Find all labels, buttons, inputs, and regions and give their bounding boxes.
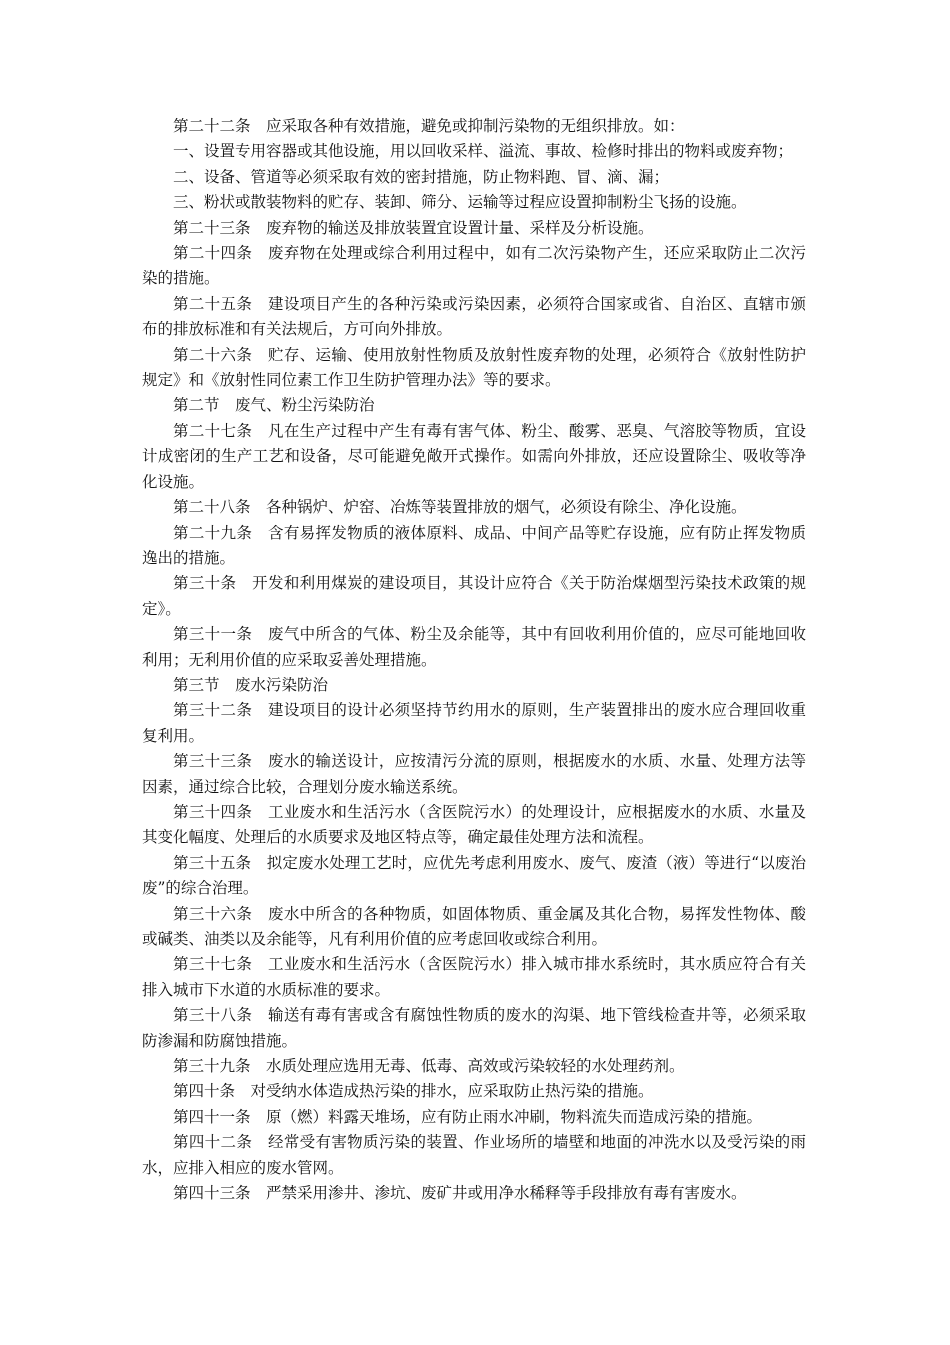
- paragraph-article-37: 第三十七条 工业废水和生活污水（含医院污水）排入城市排水系统时，其水质应符合有关排入城市下水道的水质标准的要求。: [142, 955, 806, 999]
- paragraph-article-43: 第四十三条 严禁采用渗井、渗坑、废矿井或用净水稀释等手段排放有毒有害废水。: [173, 1184, 747, 1203]
- paragraph-article-28: 第二十八条 各种锅炉、炉窑、冶炼等装置排放的烟气，必须设有除尘、净化设施。: [173, 498, 747, 517]
- paragraph-article-26: 第二十六条 贮存、运输、使用放射性物质及放射性废弃物的处理，必须符合《放射性防护规定》和《放射性同位素工作卫生防护管理办法》等的要求。: [142, 345, 806, 390]
- paragraph-article-33: 第三十三条 废水的输送设计，应按清污分流的原则，根据废水的水质、水量、处理方法等因素，通过综合比较，合理划分废水输送系统。: [142, 752, 806, 796]
- paragraph-article-41: 第四十一条 原（燃）料露天堆场，应有防止雨水冲刷，物料流失而造成污染的措施。: [173, 1107, 763, 1126]
- paragraph-article-39: 第三十九条 水质处理应选用无毒、低毒、高效或污染较轻的水处理药剂。: [173, 1057, 685, 1076]
- paragraph-article-25: 第二十五条 建设项目产生的各种污染或污染因素，必须符合国家或省、自治区、直辖市颁布的排放标准和有关法规后，方可向外排放。: [142, 294, 806, 339]
- paragraph-item-3: 三、粉状或散装物料的贮存、装卸、筛分、运输等过程应设置抑制粉尘飞扬的设施。: [173, 193, 747, 212]
- paragraph-article-40: 第四十条 对受纳水体造成热污染的排水，应采取防止热污染的措施。: [173, 1082, 654, 1101]
- section-heading-2: 第二节 废气、粉尘污染防治: [173, 396, 375, 415]
- paragraph-article-31: 第三十一条 废气中所含的气体、粉尘及余能等，其中有回收利用价值的，应尽可能地回收利用；无利用价值的应采取妥善处理措施。: [142, 625, 806, 669]
- paragraph-article-30: 第三十条 开发和利用煤炭的建设项目，其设计应符合《关于防治煤烟型污染技术政策的规定》。: [142, 574, 806, 618]
- paragraph-article-24: 第二十四条 废弃物在处理或综合利用过程中，如有二次污染物产生，还应采取防止二次污染的措施。: [142, 244, 806, 288]
- paragraph-article-42: 第四十二条 经常受有害物质污染的装置、作业场所的墙壁和地面的冲洗水以及受污染的雨水，应排入相应的废水管网。: [142, 1133, 806, 1177]
- paragraph-article-22: 第二十二条 应采取各种有效措施，避免或抑制污染物的无组织排放。如：: [173, 117, 685, 135]
- paragraph-article-32: 第三十二条 建设项目的设计必须坚持节约用水的原则，生产装置排出的废水应合理回收重复利用。: [142, 701, 806, 745]
- paragraph-article-36: 第三十六条 废水中所含的各种物质，如固体物质、重金属及其化合物，易挥发性物体、酸或碱类、油类以及余能等，凡有利用价值的应考虑回收或综合利用。: [142, 904, 806, 948]
- document-body: [142, 114, 806, 1206]
- paragraph-item-1: 一、设置专用容器或其他设施，用以回收采样、溢流、事故、检修时排出的物料或废弃物；: [173, 142, 794, 161]
- paragraph-article-29: 第二十九条 含有易挥发物质的液体原料、成品、中间产品等贮存设施，应有防止挥发物质逸出的措施。: [142, 523, 806, 567]
- paragraph-item-2: 二、设备、管道等必须采取有效的密封措施，防止物料跑、冒、滴、漏；: [173, 167, 670, 186]
- paragraph-article-34: 第三十四条 工业废水和生活污水（含医院污水）的处理设计，应根据废水的水质、水量及其变化幅度、处理后的水质要求及地区特点等，确定最佳处理方法和流程。: [142, 802, 806, 847]
- section-heading-3: 第三节 废水污染防治: [173, 675, 329, 694]
- paragraph-article-23: 第二十三条 废弃物的输送及排放装置宜设置计量、采样及分析设施。: [173, 218, 654, 237]
- paragraph-article-38: 第三十八条 输送有毒有害或含有腐蚀性物质的废水的沟渠、地下管线检查井等，必须采取防渗漏和防腐蚀措施。: [142, 1006, 806, 1050]
- paragraph-article-35: 第三十五条 拟定废水处理工艺时，应优先考虑利用废水、废气、废渣（液）等进行“以废治废”的综合治理。: [142, 853, 806, 898]
- paragraph-article-27: 第二十七条 凡在生产过程中产生有毒有害气体、粉尘、酸雾、恶臭、气溶胶等物质，宜设计成密闭的生产工艺和设备，尽可能避免敞开式操作。如需向外排放，还应设置除尘、吸收等净化设施。: [142, 421, 806, 491]
